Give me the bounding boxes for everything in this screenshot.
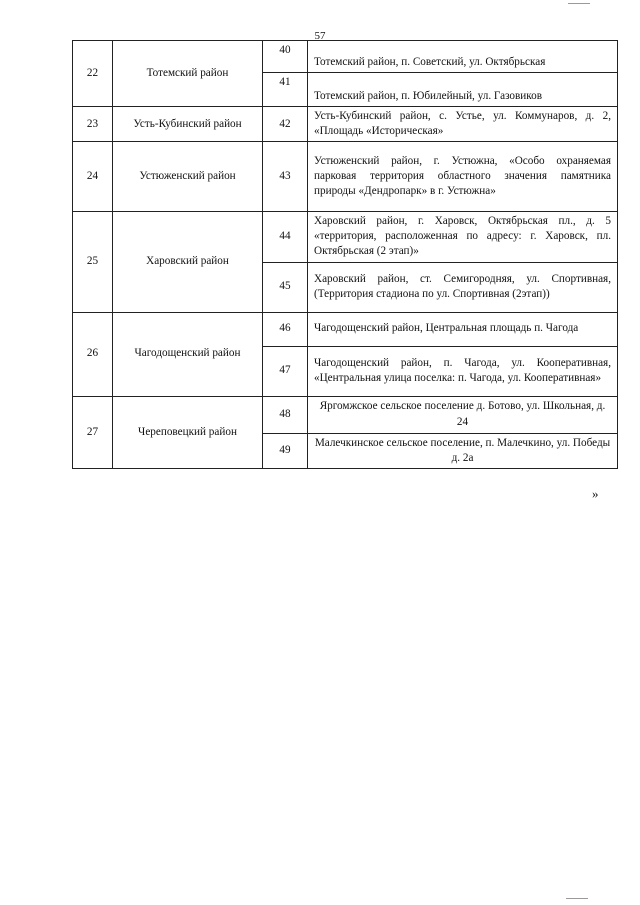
table-row xyxy=(73,107,618,142)
districts-table xyxy=(72,40,618,469)
point-address: Тотемский район, п. Юбилейный, ул. Газовиков xyxy=(308,73,618,107)
point-number: 47 xyxy=(263,346,308,396)
district-name: Харовский район xyxy=(113,212,263,312)
point-number: 43 xyxy=(263,142,308,212)
point-address: Яргомжское сельское поселение д. Ботово, ул. Школьная, д. 24 xyxy=(308,396,618,433)
point-number: 44 xyxy=(263,212,308,262)
district-name: Череповецкий район xyxy=(113,396,263,468)
table-row xyxy=(73,41,618,73)
point-number: 48 xyxy=(263,396,308,433)
district-number: 25 xyxy=(73,212,113,312)
district-number: 27 xyxy=(73,396,113,468)
district-name: Тотемский район xyxy=(113,41,263,107)
point-number: 40 xyxy=(263,41,308,73)
district-number: 22 xyxy=(73,41,113,107)
point-address: Тотемский район, п. Советский, ул. Октябрьская xyxy=(308,41,618,73)
district-name: Чагодощенский район xyxy=(113,312,263,396)
table-row xyxy=(73,396,618,433)
district-name: Усть-Кубинский район xyxy=(113,107,263,142)
district-number: 23 xyxy=(73,107,113,142)
point-number: 45 xyxy=(263,262,308,312)
point-number: 46 xyxy=(263,312,308,346)
scan-mark-bottom xyxy=(566,898,588,899)
point-address: Харовский район, ст. Семигородняя, ул. Спортивная, (Территория стадиона по ул. Спортивная (2этап)) xyxy=(308,262,618,312)
page-number: 57 xyxy=(314,30,326,42)
point-address: Чагодощенский район, Центральная площадь п. Чагода xyxy=(308,312,618,346)
table-row xyxy=(73,312,618,346)
point-address: Харовский район, г. Харовск, Октябрьская пл., д. 5 «территория, расположенная по адресу: г. Харовск, пл. Октябрьская (2 этап)» xyxy=(308,212,618,262)
point-number: 42 xyxy=(263,107,308,142)
district-number: 24 xyxy=(73,142,113,212)
district-name: Устюженский район xyxy=(113,142,263,212)
district-number: 26 xyxy=(73,312,113,396)
point-address: Чагодощенский район, п. Чагода, ул. Кооперативная, «Центральная улица поселка: п. Чагода, ул. Кооперативная» xyxy=(308,346,618,396)
closing-quote: » xyxy=(592,486,599,501)
point-address: Усть-Кубинский район, с. Устье, ул. Коммунаров, д. 2, «Площадь «Историческая» xyxy=(308,107,618,142)
point-number: 49 xyxy=(263,433,308,468)
point-address: Малечкинское сельское поселение, п. Малечкино, ул. Победы д. 2а xyxy=(308,433,618,468)
table-row xyxy=(73,142,618,212)
table-row xyxy=(73,212,618,262)
point-address: Устюженский район, г. Устюжна, «Особо охраняемая парковая территория областного значения памятника природы «Дендропарк» в г. Устюжна» xyxy=(308,142,618,212)
point-number: 41 xyxy=(263,73,308,107)
scan-mark-top xyxy=(568,3,590,4)
